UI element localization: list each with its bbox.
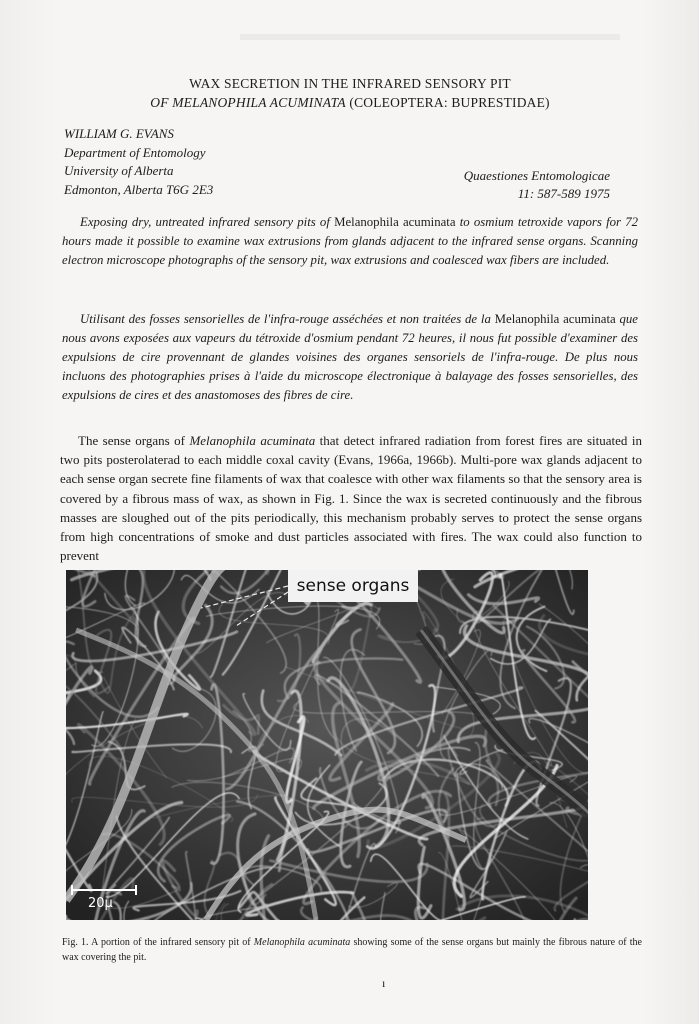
wax-fiber-texture: [66, 570, 588, 920]
page-mark: ı: [382, 976, 386, 990]
abstract-en-text-1: Exposing dry, untreated infrared sensory pits of: [80, 215, 335, 229]
body-genus: Melanophila acuminata: [189, 433, 316, 448]
title-species: OF MELANOPHILA ACUMINATA: [150, 95, 346, 110]
author-name: WILLIAM G. EVANS: [64, 126, 174, 141]
body-text-1: The sense organs of: [78, 433, 190, 448]
body-text-2: that detect infrared radiation from forest fires are situated in two pits posterolaterad to each middle coxal cavity (Evans, 1966a, 1966b). Multi-pore wax glands adjacent to each sense organ secrete fine filaments of wax that coalesce with other wax filaments so that the sensory area is covered by a fibrous mass of wax, as shown in Fig. 1. Since the wax is secreted continuously and the fibrous masses are sloughed out of the pits periodically, this mechanism probably serves to protect the sense organs from high concentrations of smoke and dust particles associated with fires. The wax could also function to prevent: [60, 433, 642, 564]
title-order: (COLEOPTERA: BUPRESTIDAE): [345, 95, 550, 110]
caption-genus: Melanophila acuminata: [253, 937, 351, 948]
body-paragraph: [60, 431, 642, 565]
author-block: [64, 125, 213, 199]
abstract-fr-text-1: Utilisant des fosses sensorielles de l'infra-rouge asséchées et non traitées de la: [80, 312, 495, 326]
scale-label: 20µ: [88, 896, 113, 911]
paper-title-line2: [60, 93, 640, 112]
paper-title-line1: WAX SECRETION IN THE INFRARED SENSORY PIT: [189, 76, 511, 91]
abstract-en-text-2: to osmium tetroxide vapors for 72 hours made it possible to examine wax extrusions from glands adjacent to the infrared sense organs. Scanning electron microscope photographs of the sensory pit, wax extrusions and coalesced wax fibers are included.: [62, 215, 638, 267]
sense-organs-label: sense organs: [288, 570, 418, 602]
journal-block: [420, 167, 610, 203]
author-city: Edmonton, Alberta T6G 2E3: [64, 181, 214, 197]
abstract-fr-text-2: que nous avons exposées aux vapeurs du tétroxide d'osmium pendant 72 heures, il nous fut possible d'examiner des expulsions de cire provennant de glandes voisines des organes sensoriels de l'infra-rouge. De plus nous incluons des photographies prises à l'aide du microscope électronique à balayage des fosses sensorielles, des expulsions de cires et des anastomoses des fibres de cire.: [62, 312, 638, 402]
abstract-english: [62, 213, 638, 270]
author-department: Department of Entomology: [64, 144, 206, 160]
abstract-en-genus: Melanophila acuminata: [334, 215, 456, 229]
caption-text-2: showing some of the sense organs but mainly the fibrous nature of the wax covering the pit.: [62, 937, 642, 963]
abstract-fr-genus: Melanophila acuminata: [494, 312, 616, 326]
bleed-through-header: [240, 34, 620, 54]
journal-name: Quaestiones Entomologicae: [463, 168, 610, 183]
abstract-french: [62, 310, 638, 405]
author-university: University of Alberta: [64, 163, 174, 178]
journal-citation: 11: 587-589 1975: [517, 186, 610, 201]
caption-text-1: Fig. 1. A portion of the infrared sensory pit of: [62, 937, 254, 948]
figure-caption: [62, 935, 642, 965]
sem-micrograph: [66, 570, 588, 920]
